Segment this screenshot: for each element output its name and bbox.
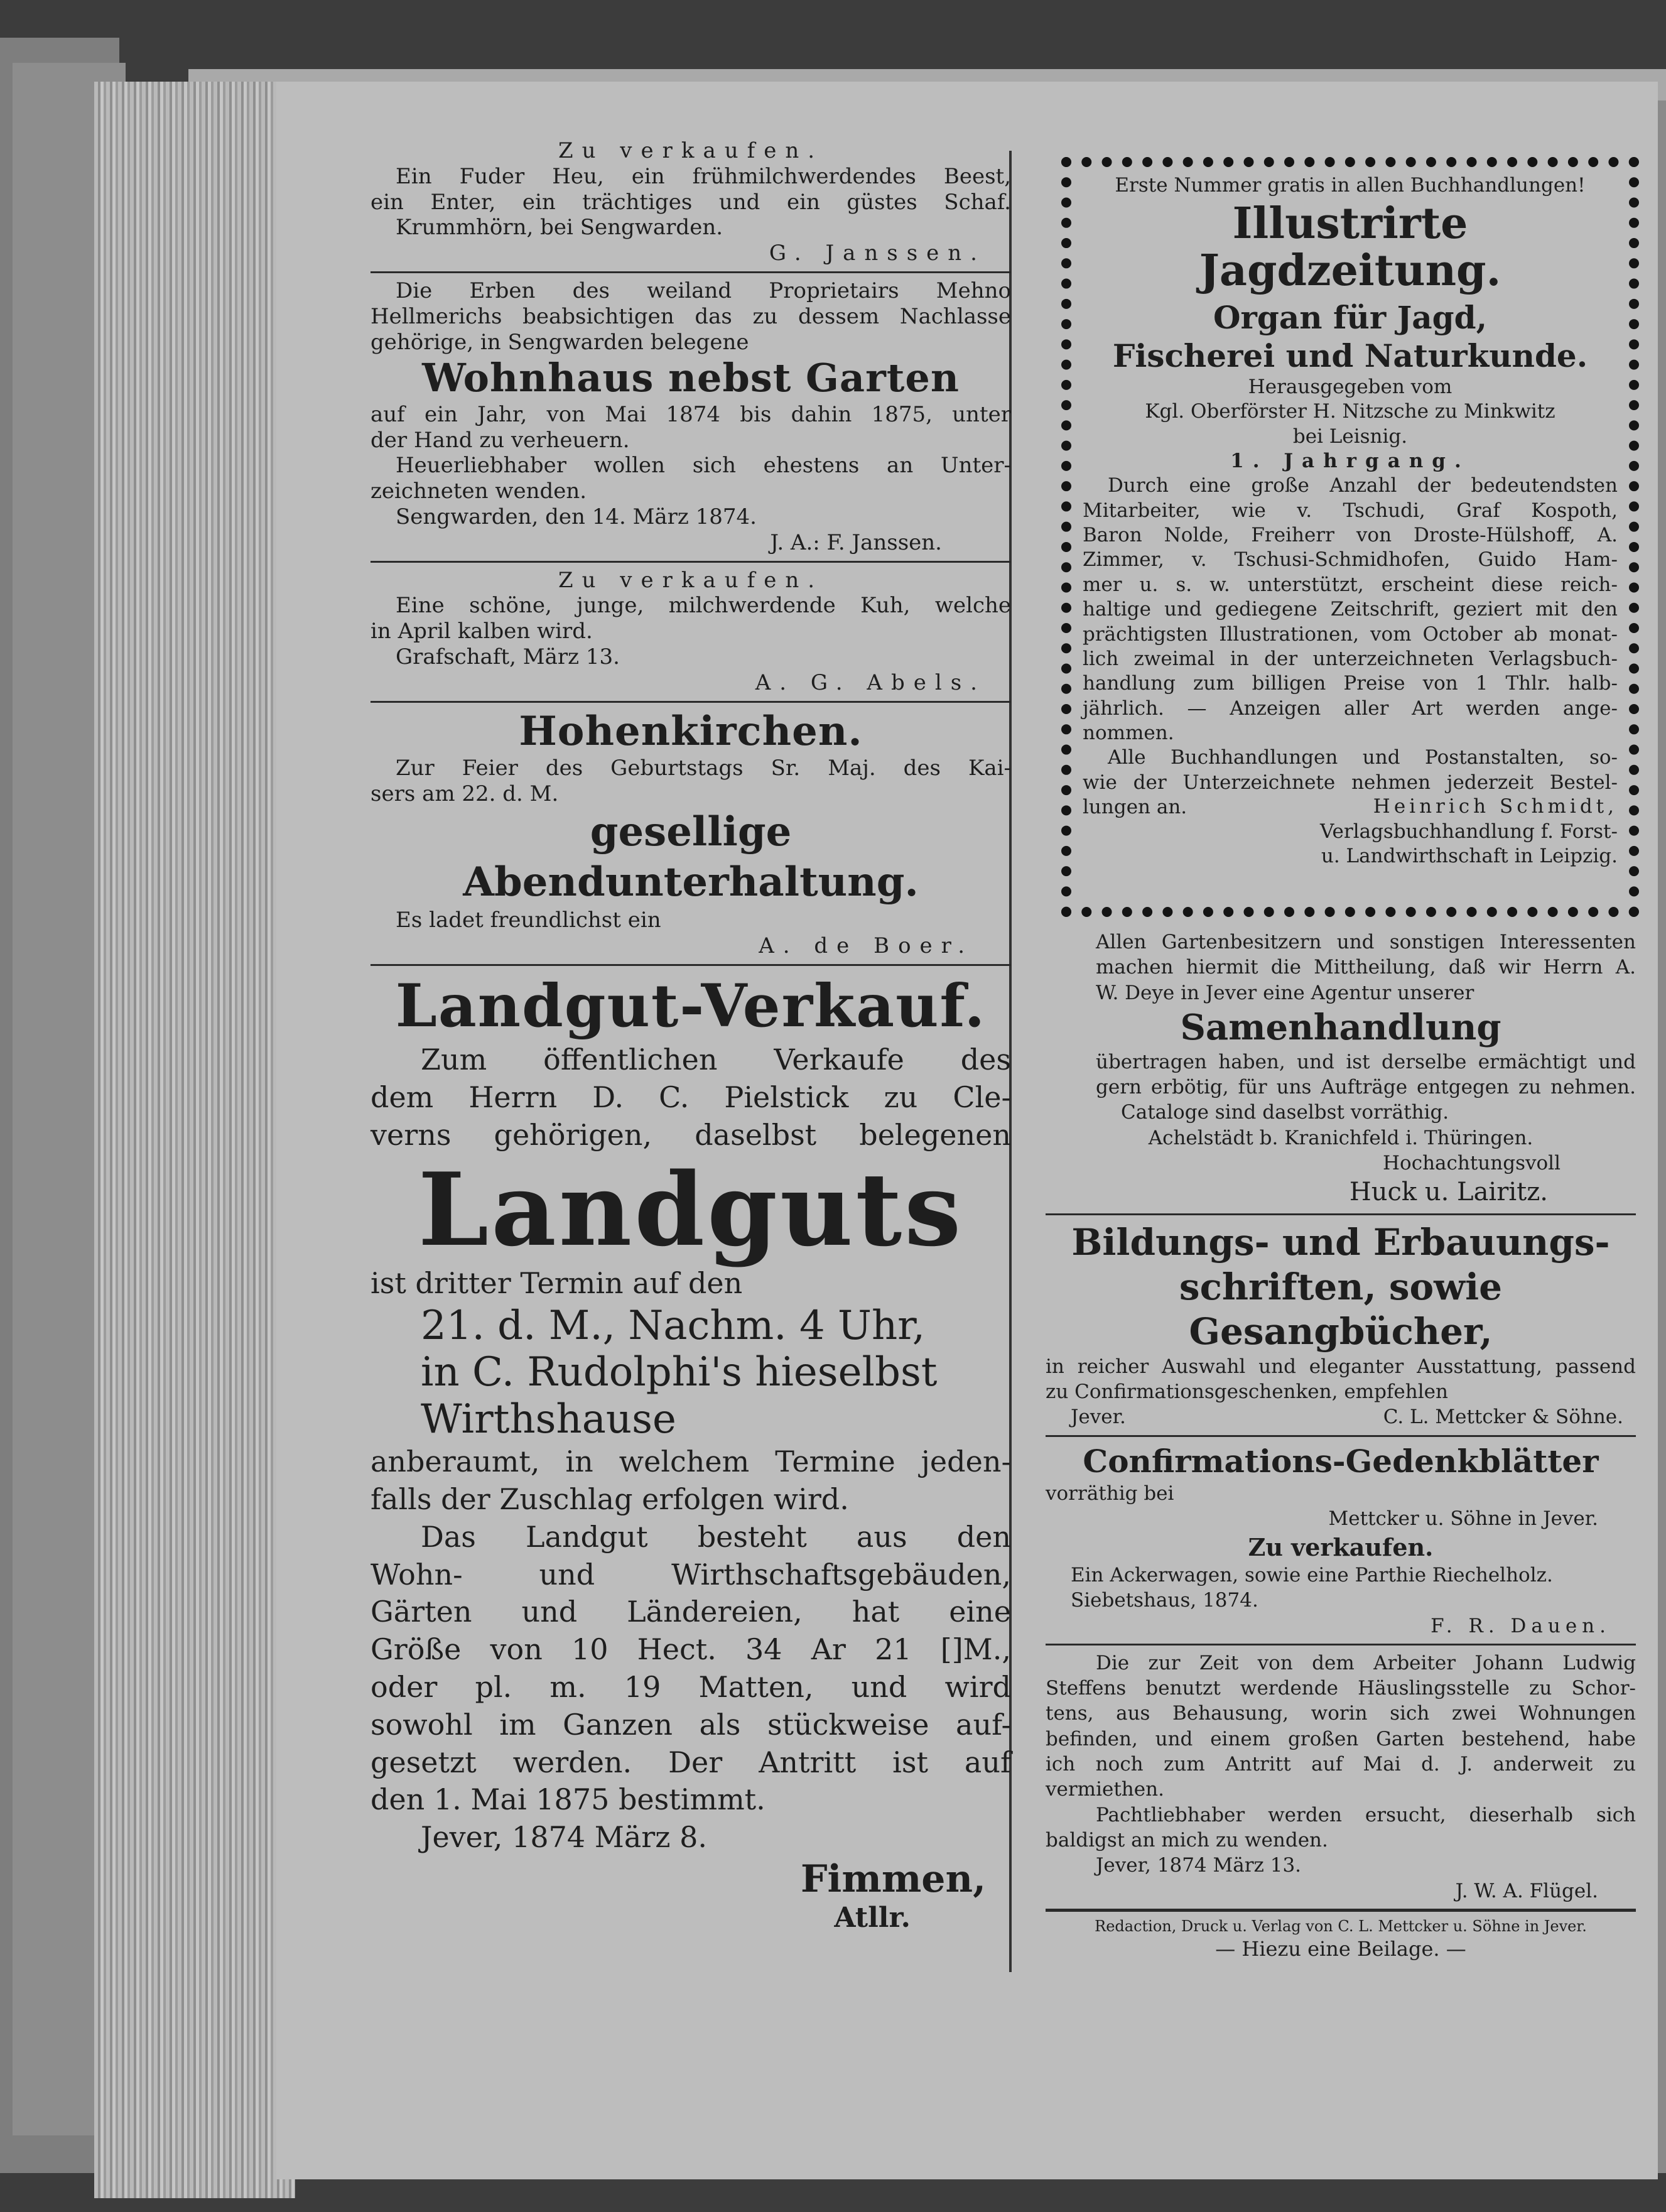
ad-date: Grafschaft, März 13. <box>396 644 620 670</box>
divider <box>1046 1213 1636 1215</box>
ad-line: Zimmer, v. Tschusi-Schmidhofen, Guido Ham- <box>1083 548 1618 572</box>
ad-term-line-wrap <box>371 1265 1011 1303</box>
ad-title: schriften, sowie Gesangbücher, <box>1179 1266 1503 1353</box>
ad-line: vermiethen. <box>1046 1778 1164 1801</box>
ad-date: Jever, 1874 März 8. <box>421 1820 708 1855</box>
ad-line: jährlich. — Anzeigen aller Art werden ange- <box>1083 697 1618 720</box>
ad-landgut <box>371 971 1011 1935</box>
ad-line: Ein Fuder Heu, ein frühmilchwerdendes Beest, <box>396 163 1011 189</box>
divider <box>1046 1644 1636 1645</box>
ad-heading: Zu verkaufen. <box>558 567 824 593</box>
ad-signature-line: u. Landwirthschaft in Leipzig. <box>1321 845 1618 868</box>
ad-line: übertragen haben, und ist derselbe ermächtigt und <box>1096 1050 1636 1073</box>
ad-signature: A. de Boer. <box>759 933 973 958</box>
ad-line: Die zur Zeit von dem Arbeiter Johann Ludwig <box>1096 1651 1636 1674</box>
ad-line: Wirthshause <box>421 1396 676 1443</box>
divider <box>1046 1909 1636 1912</box>
ad-line: Eine schöne, junge, milchwerdende Kuh, welche <box>396 593 1011 619</box>
ad-jagdzeitung <box>1061 157 1639 917</box>
page-stack-edge <box>94 82 295 2198</box>
divider <box>371 701 1011 703</box>
imprint: Redaction, Druck u. Verlag von C. L. Mettcker u. Söhne in Jever. <box>1095 1917 1587 1935</box>
ad-signature: C. L. Mettcker & Söhne. <box>1383 1406 1623 1429</box>
ad-signature: G. Janssen. <box>769 241 986 266</box>
right-column-lower <box>1046 930 1636 1963</box>
ad-signature: Mettcker u. Söhne in Jever. <box>1328 1507 1598 1531</box>
ad-line: gehörige, in Sengwarden belegene <box>371 329 749 355</box>
ad-signature-line: Verlagsbuchhandlung f. Forst- <box>1319 820 1618 843</box>
ad-line: dem Herrn D. C. Pielstick zu Cle- <box>371 1080 1011 1115</box>
ad-signature-title: Atllr. <box>834 1901 911 1934</box>
ad-title: Samenhandlung <box>1180 1006 1501 1048</box>
ad-line: machen hiermit die Mittheilung, daß wir Herrn A. <box>1096 956 1636 979</box>
ad-line: Alle Buchhandlungen und Postanstalten, so- <box>1108 746 1618 769</box>
supplement-note: — Hiezu eine Beilage. — <box>1215 1937 1466 1961</box>
ad-line: Allen Gartenbesitzern und sonstigen Interessenten <box>1096 931 1636 953</box>
ad-line: Heuerliebhaber wollen sich ehestens an Unter- <box>396 453 1011 479</box>
ad-line: anberaumt, in welchem Termine jeden- <box>371 1445 1011 1479</box>
ad-line: nommen. <box>1083 721 1174 744</box>
ad-signature-row <box>1046 1404 1636 1429</box>
ad-line: Gärten und Ländereien, hat eine <box>371 1595 1011 1629</box>
ad-line: haltige und gediegene Zeitschrift, geziert mit den <box>1083 598 1618 621</box>
ad-line: in April kalben wird. <box>371 619 593 644</box>
ad-heading: Zu verkaufen. <box>1248 1532 1434 1561</box>
ad-line: Es ladet freundlichst ein <box>396 907 661 933</box>
ad-subtitle: Fischerei und Naturkunde. <box>1112 337 1588 374</box>
ad-line: gern erbötig, für uns Aufträge entgegen zu nehmen. <box>1096 1076 1636 1099</box>
ad-line: ein Enter, ein trächtiges und ein güstes Schaf. <box>371 189 1011 215</box>
ad-signature: Heinrich Schmidt, <box>1373 795 1618 818</box>
ad-line: zu Confirmationsgeschenken, empfehlen <box>1046 1380 1448 1403</box>
ad-title: Illustrirte Jagdzeitung. <box>1199 198 1501 296</box>
ad-sale-wagon <box>1046 1532 1636 1639</box>
divider <box>371 561 1011 563</box>
page-footer <box>1046 1917 1636 1963</box>
ad-date: Jever, 1874 März 13. <box>1096 1854 1302 1877</box>
ad-line: ist dritter Termin auf den <box>371 1266 743 1300</box>
ad-line: in C. Rudolphi's hieselbst <box>421 1349 938 1396</box>
ad-line: Größe von 10 Hect. 34 Ar 21 []M., <box>371 1632 1011 1667</box>
ad-signature: J. W. A. Flügel. <box>1455 1879 1598 1902</box>
ad-hohenkirchen <box>371 708 1011 959</box>
ad-line: Hellmerichs beabsichtigen das zu dessem Nachlasse <box>371 303 1011 329</box>
ad-title: Landgut-Verkauf. <box>395 971 987 1041</box>
ad-line: gesetzt werden. Der Antritt ist auf <box>371 1745 1011 1779</box>
ad-line: Ein Ackerwagen, sowie eine Parthie Riechelholz. <box>1071 1564 1553 1586</box>
ad-signature: J. A.: F. Janssen. <box>770 529 942 555</box>
ad-signature: F. R. Dauen. <box>1431 1614 1611 1637</box>
ad-title: Wohnhaus nebst Garten <box>422 355 960 401</box>
ad-line: Zum öffentlichen Verkaufe des <box>421 1043 1011 1077</box>
ad-signature: Huck u. Lairitz. <box>1349 1178 1548 1207</box>
ad-greeting: Hochachtungsvoll <box>1383 1152 1561 1175</box>
ad-house-rent <box>371 278 1011 556</box>
ad-place: Jever. <box>1071 1406 1126 1429</box>
ad-event: gesellige Abendunterhaltung. <box>463 808 919 906</box>
ad-title: Confirmations-Gedenkblätter <box>1083 1442 1599 1480</box>
ad-topline: Erste Nummer gratis in allen Buchhandlungen! <box>1115 174 1586 197</box>
ad-line: der Hand zu verheuern. <box>371 427 630 453</box>
ad-title: Hohenkirchen. <box>519 707 863 755</box>
ad-line: Das Landgut besteht aus den <box>421 1519 1011 1554</box>
ad-date-lines <box>371 1303 1011 1444</box>
ad-title: Bildungs- und Erbauungs- <box>1071 1221 1610 1264</box>
ad-body <box>371 1443 1011 1857</box>
ad-line: falls der Zuschlag erfolgen wird. <box>371 1482 849 1516</box>
ad-line: vorräthig bei <box>1046 1482 1174 1505</box>
ad-line: Zur Feier des Geburtstags Sr. Maj. des Kai- <box>396 756 1011 781</box>
ad-line: sowohl im Ganzen als stückweise auf- <box>371 1707 1011 1742</box>
ad-line: ich noch zum Antritt auf Mai d. J. anderweit zu <box>1046 1753 1636 1776</box>
ad-line: handlung zum billigen Preise von 1 Thlr. halb- <box>1083 672 1618 695</box>
ad-line: auf ein Jahr, von Mai 1874 bis dahin 1875, unter <box>371 401 1011 427</box>
ad-line: mer u. s. w. unterstützt, erscheint diese reich- <box>1083 573 1618 596</box>
ad-line: 21. d. M., Nachm. 4 Uhr, <box>421 1302 926 1349</box>
ad-intro <box>371 1041 1011 1154</box>
ad-line: Krummhörn, bei Sengwarden. <box>396 215 723 241</box>
ad-place: Achelstädt b. Kranichfeld i. Thüringen. <box>1148 1126 1533 1149</box>
divider <box>371 271 1011 273</box>
ad-line: lungen an. <box>1083 796 1187 819</box>
ad-line: Cataloge sind daselbst vorräthig. <box>1121 1101 1449 1124</box>
ad-subtitle: Organ für Jagd, <box>1213 298 1487 336</box>
ad-line: wie der Unterzeichnete nehmen jederzeit Bestel- <box>1083 771 1618 794</box>
ad-line: Kgl. Oberförster H. Nitzsche zu Minkwitz <box>1145 400 1555 423</box>
ad-sale-hay <box>371 138 1011 266</box>
ad-bildungsschriften <box>1046 1220 1636 1429</box>
ad-steffens <box>1046 1651 1636 1904</box>
ad-line: verns gehörigen, daselbst belegenen <box>371 1117 1011 1152</box>
ad-date: Siebetshaus, 1874. <box>1071 1589 1258 1612</box>
divider <box>371 964 1011 966</box>
ad-confirmations <box>1046 1442 1636 1532</box>
ad-line: Wohn- und Wirthschaftsgebäuden, <box>371 1557 1011 1591</box>
ad-line: den 1. Mai 1875 bestimmt. <box>371 1782 765 1817</box>
ad-signature: Fimmen, <box>800 1857 986 1901</box>
ad-line: in reicher Auswahl und eleganter Ausstattung, passend <box>1046 1355 1636 1378</box>
left-column <box>371 138 1011 1935</box>
ad-line: zeichneten wenden. <box>371 479 587 504</box>
ad-heading: Zu verkaufen. <box>558 138 824 163</box>
ad-line: Mitarbeiter, wie v. Tschudi, Graf Kospoth, <box>1083 499 1618 522</box>
ad-line: befinden, und einem großen Garten bestehend, habe <box>1046 1727 1636 1750</box>
ad-line: Herausgegeben vom <box>1248 375 1452 398</box>
ad-line: baldigst an mich zu wenden. <box>1046 1828 1328 1851</box>
ad-subject: Landguts <box>418 1150 964 1269</box>
ad-line: Baron Nolde, Freiherr von Droste-Hülshoff, A. <box>1083 524 1618 547</box>
ad-date: Sengwarden, den 14. März 1874. <box>396 504 757 529</box>
ad-line: prächtigsten Illustrationen, vom October ab monat- <box>1083 622 1618 646</box>
ad-signature: A. G. Abels. <box>755 670 986 695</box>
ad-samenhandlung <box>1046 930 1636 1208</box>
ad-line: bei Leisnig. <box>1292 425 1408 448</box>
ad-line: sers am 22. d. M. <box>371 781 559 807</box>
ad-line: oder pl. m. 19 Matten, und wird <box>371 1669 1011 1704</box>
ad-line: W. Deye in Jever eine Agentur unserer <box>1096 981 1474 1004</box>
ad-line: lich zweimal in der unterzeichneten Verlagsbuch- <box>1083 647 1618 670</box>
ad-line: Pachtliebhaber werden ersucht, dieserhalb sich <box>1096 1803 1636 1826</box>
ad-line: Steffens benutzt werdende Häuslingsstelle zu Schor- <box>1046 1677 1636 1700</box>
divider <box>1046 1435 1636 1437</box>
ad-line: tens, aus Behausung, worin sich zwei Wohnungen <box>1046 1702 1636 1725</box>
ad-line: Die Erben des weiland Proprietairs Mehno <box>396 278 1011 303</box>
ad-year: 1. Jahrgang. <box>1230 450 1470 473</box>
ad-sale-cow <box>371 568 1011 696</box>
ad-line: Durch eine große Anzahl der bedeutendsten <box>1108 474 1618 497</box>
